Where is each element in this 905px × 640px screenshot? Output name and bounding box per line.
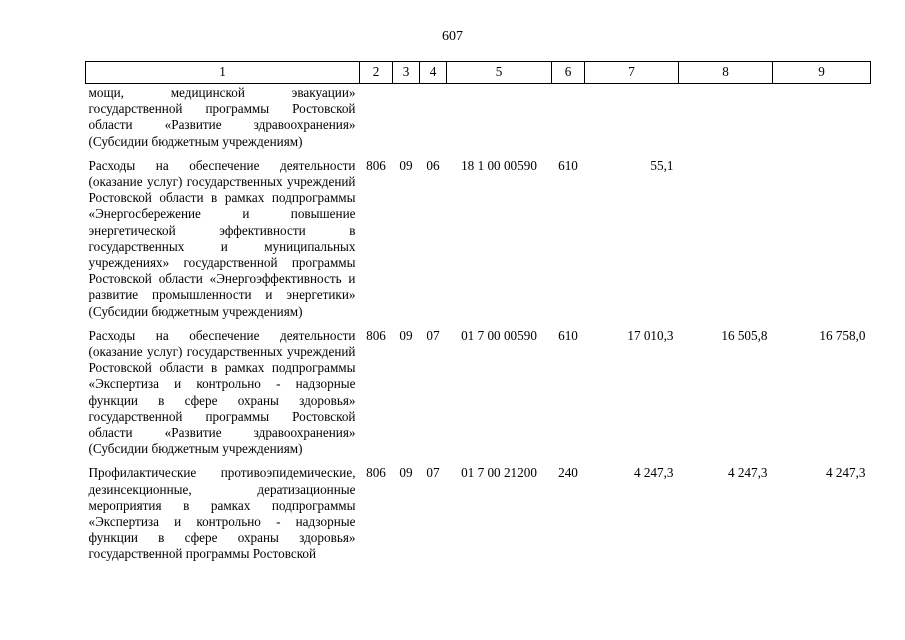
row-subsection <box>420 84 447 150</box>
row-target-article <box>447 84 552 150</box>
budget-table <box>85 61 871 563</box>
row-target-article: 01 7 00 21200 <box>461 465 537 481</box>
header-col-9: 9 <box>773 62 871 84</box>
header-col-7: 7 <box>585 62 679 84</box>
table-row <box>86 84 871 150</box>
row-target-article: 01 7 00 00590 <box>461 327 537 343</box>
row-section: 09 <box>399 465 413 481</box>
header-col-5: 5 <box>447 62 552 84</box>
header-col-2: 2 <box>360 62 393 84</box>
row-amount-3: 4 247,3 <box>825 465 866 481</box>
row-subsection: 07 <box>426 327 440 343</box>
header-col-1: 1 <box>86 62 360 84</box>
page-number: 607 <box>442 29 463 44</box>
row-amount-2: 16 505,8 <box>721 327 768 343</box>
header-col-6: 6 <box>552 62 585 84</box>
row-section: 09 <box>399 327 413 343</box>
row-expense-type: 610 <box>558 157 578 173</box>
table-row <box>86 320 871 458</box>
row-amount-1: 17 010,3 <box>627 327 674 343</box>
row-amount-3 <box>773 84 871 150</box>
header-col-4: 4 <box>420 62 447 84</box>
row-expense-type: 610 <box>558 327 578 343</box>
row-amount-1 <box>585 84 679 150</box>
row-ministry-code: 806 <box>366 157 386 173</box>
row-subsection: 07 <box>426 465 440 481</box>
row-expense-type: 240 <box>558 465 578 481</box>
row-ministry-code <box>360 84 393 150</box>
header-col-3: 3 <box>393 62 420 84</box>
row-description: Расходы на обеспечение деятельности (оказание услуг) государственных учреждений Ростовской области в рамках подпрограммы «Энергосбережение и повышение энергетической эффективности в государственных и муниципальных учреждениях» государственной программы Ростовской области «Энергоэффективность и развитие промышленности и энергетики» (Субсидии бюджетным учреждениям) <box>88 157 356 319</box>
row-ministry-code: 806 <box>366 327 386 343</box>
table-row <box>86 457 871 562</box>
table-row <box>86 150 871 320</box>
row-section <box>393 84 420 150</box>
header-col-8: 8 <box>679 62 773 84</box>
row-expense-type <box>552 84 585 150</box>
row-amount-3 <box>773 150 871 320</box>
row-target-article: 18 1 00 00590 <box>461 157 537 173</box>
row-amount-2: 4 247,3 <box>727 465 768 481</box>
row-amount-1: 55,1 <box>650 157 674 173</box>
row-section: 09 <box>399 157 413 173</box>
row-amount-2 <box>679 150 773 320</box>
row-amount-1: 4 247,3 <box>633 465 674 481</box>
header-row <box>86 62 871 84</box>
row-amount-2 <box>679 84 773 150</box>
row-amount-3: 16 758,0 <box>819 327 866 343</box>
row-description: Расходы на обеспечение деятельности (оказание услуг) государственных учреждений Ростовской области в рамках подпрограммы «Экспертиза и контрольно - надзорные функции в сфере охраны здоровья» государственной программы Ростовской области «Развитие здравоохранения» (Субсидии бюджетным учреждениям) <box>88 327 356 457</box>
row-subsection: 06 <box>426 157 440 173</box>
row-ministry-code: 806 <box>366 465 386 481</box>
row-description: мощи, медицинской эвакуации» государственной программы Ростовской области «Развитие здравоохранения» (Субсидии бюджетным учреждениям) <box>88 85 356 149</box>
row-description: Профилактические противоэпидемические, дезинсекционные, дератизационные мероприятия в рамках подпрограммы «Экспертиза и контрольно - надзорные функции в сфере охраны здоровья» государственной программы Ростовской <box>88 465 356 562</box>
